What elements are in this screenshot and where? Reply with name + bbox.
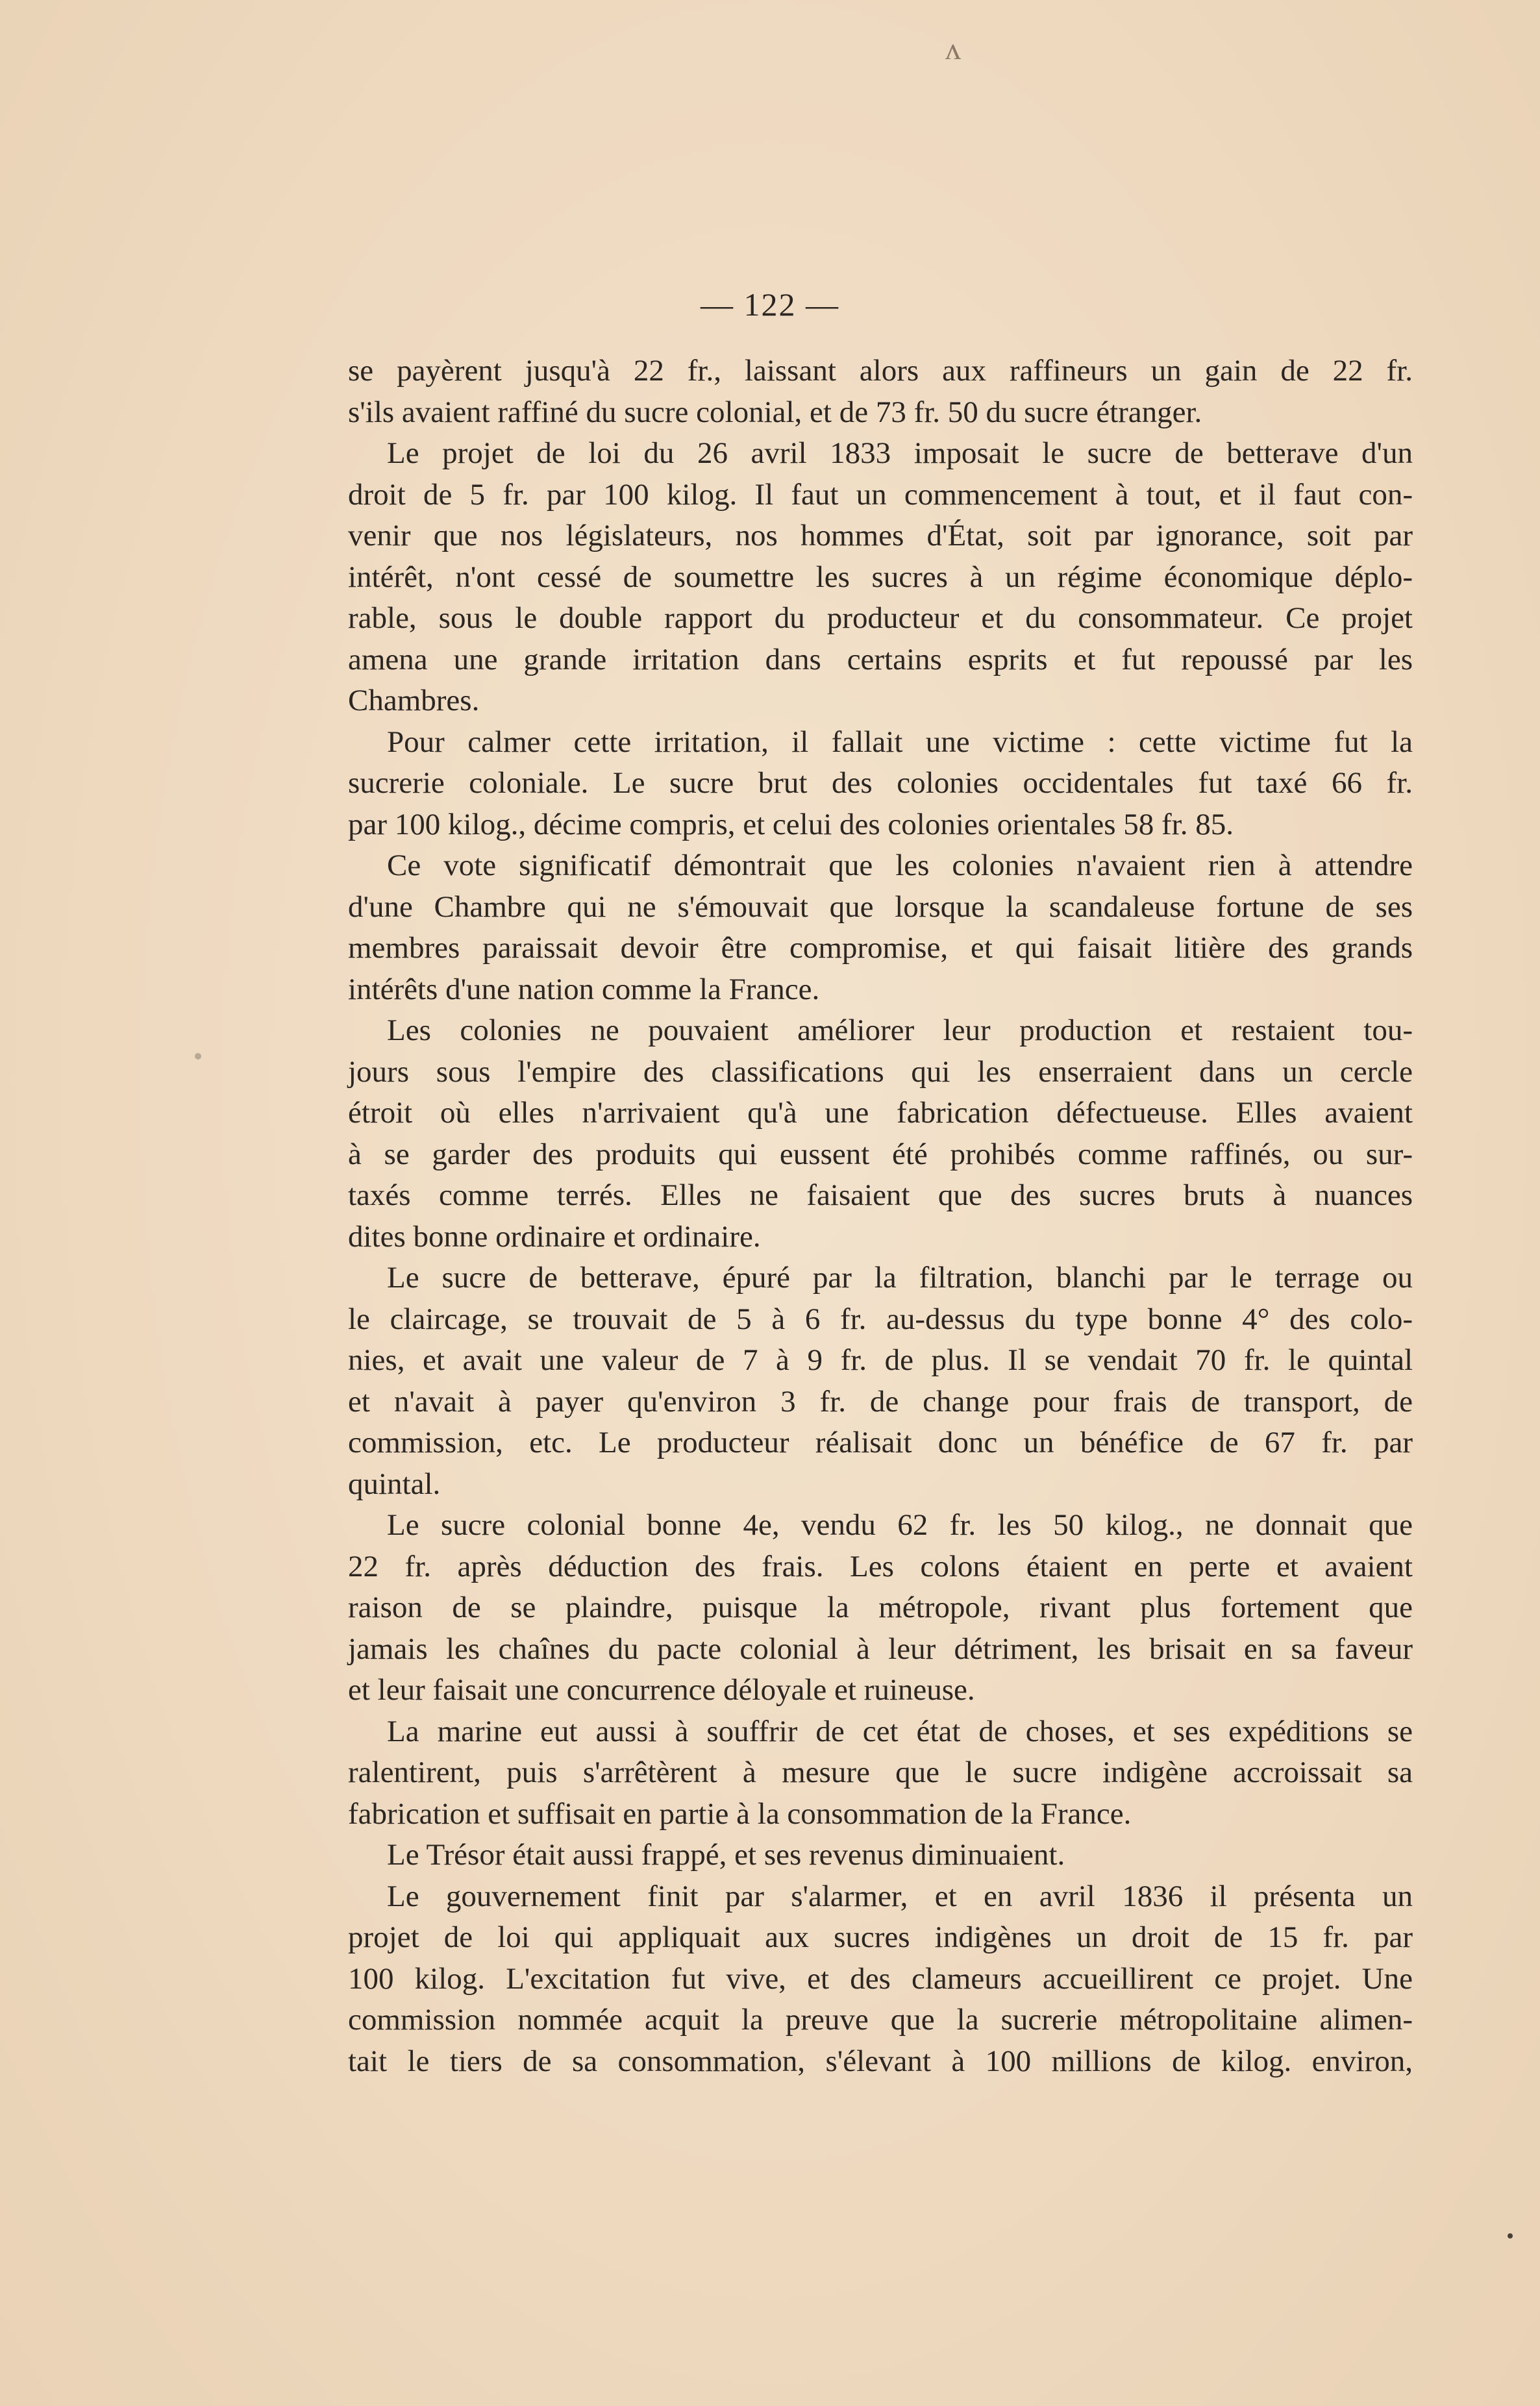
text-line: intérêts d'une nation comme la France. [348, 972, 820, 1006]
ink-mark-top: ʌ [945, 32, 961, 66]
text-line: nies, et avait une valeur de 7 à 9 fr. de plus. Il se vendait 70 fr. le quintal [348, 1343, 1413, 1377]
ink-speck-right [1508, 2233, 1513, 2239]
text-line: s'ils avaient raffiné du sucre colonial, et de 73 fr. 50 du sucre étranger. [348, 395, 1202, 429]
text-line: le claircage, se trouvait de 5 à 6 fr. au-dessus du type bonne 4° des colo- [348, 1302, 1413, 1336]
text-line: 22 fr. après déduction des frais. Les colons étaient en perte et avaient [348, 1549, 1413, 1583]
text-line: tait le tiers de sa consommation, s'élevant à 100 millions de kilog. environ, [348, 2044, 1413, 2078]
text-line: Les colonies ne pouvaient améliorer leur production et restaient tou- [387, 1013, 1413, 1047]
text-line: commission nommée acquit la preuve que la sucrerie métropolitaine alimen- [348, 2003, 1413, 2037]
text-line: jamais les chaînes du pacte colonial à leur détriment, les brisait en sa faveur [348, 1631, 1413, 1666]
ink-speck-left [195, 1053, 201, 1060]
text-line: et n'avait à payer qu'environ 3 fr. de change pour frais de transport, de [348, 1384, 1413, 1419]
text-line: Le Trésor était aussi frappé, et ses revenus diminuaient. [387, 1838, 1065, 1872]
text-line: Le sucre colonial bonne 4e, vendu 62 fr. les 50 kilog., ne donnait que [387, 1508, 1413, 1542]
text-line: taxés comme terrés. Elles ne faisaient que des sucres bruts à nuances [348, 1178, 1413, 1212]
text-line: Le gouvernement finit par s'alarmer, et en avril 1836 il présenta un [387, 1879, 1413, 1913]
text-line: Le projet de loi du 26 avril 1833 imposait le sucre de betterave d'un [387, 436, 1413, 470]
text-line: à se garder des produits qui eussent été prohibés comme raffinés, ou sur- [348, 1137, 1413, 1171]
text-line: droit de 5 fr. par 100 kilog. Il faut un commencement à tout, et il faut con- [348, 477, 1413, 512]
text-line: Ce vote significatif démontrait que les colonies n'avaient rien à attendre [387, 849, 1413, 882]
text-line: membres paraissait devoir être compromise, et qui faisait litière des grands [348, 931, 1413, 965]
text-line: ralentirent, puis s'arrêtèrent à mesure que le sucre indigène accroissait sa [348, 1755, 1413, 1789]
text-line: amena une grande irritation dans certains esprits et fut repoussé par les [348, 642, 1413, 676]
text-line: Le sucre de betterave, épuré par la filtration, blanchi par le terrage ou [387, 1261, 1413, 1295]
text-line: commission, etc. Le producteur réalisait donc un bénéfice de 67 fr. par [348, 1426, 1413, 1459]
text-line: d'une Chambre qui ne s'émouvait que lorsque la scandaleuse fortune de ses [348, 889, 1413, 924]
text-line: sucrerie coloniale. Le sucre brut des colonies occidentales fut taxé 66 fr. [348, 766, 1413, 800]
text-line: intérêt, n'ont cessé de soumettre les sucres à un régime économique déplo- [348, 560, 1413, 594]
text-line: fabrication et suffisait en partie à la consommation de la France. [348, 1796, 1132, 1831]
text-line: dites bonne ordinaire et ordinaire. [348, 1219, 761, 1254]
text-line: La marine eut aussi à souffrir de cet état de choses, et ses expéditions se [387, 1714, 1413, 1748]
text-line: Chambres. [348, 684, 480, 717]
text-line: projet de loi qui appliquait aux sucres indigènes un droit de 15 fr. par [348, 1920, 1413, 1954]
text-line: jours sous l'empire des classifications qui les enserraient dans un cercle [348, 1054, 1413, 1089]
text-line: Pour calmer cette irritation, il fallait une victime : cette victime fut la [387, 725, 1413, 759]
text-line: par 100 kilog., décime compris, et celui des colonies orientales 58 fr. 85. [348, 807, 1234, 841]
text-line: venir que nos législateurs, nos hommes d'État, soit par ignorance, soit par [348, 519, 1413, 552]
text-line: et leur faisait une concurrence déloyale et ruineuse. [348, 1673, 975, 1707]
text-line: raison de se plaindre, puisque la métropole, rivant plus fortement que [348, 1591, 1413, 1624]
text-line: quintal. [348, 1467, 441, 1501]
text-line: étroit où elles n'arrivaient qu'à une fabrication défectueuse. Elles avaient [348, 1096, 1413, 1130]
text-line: se payèrent jusqu'à 22 fr., laissant alors aux raffineurs un gain de 22 fr. [348, 354, 1413, 388]
body-text [348, 351, 1413, 2082]
text-line: rable, sous le double rapport du producteur et du consommateur. Ce projet [348, 601, 1413, 635]
text-line: 100 kilog. L'excitation fut vive, et des clameurs accueillirent ce projet. Une [348, 1961, 1413, 1996]
page-number: — 122 — [701, 286, 839, 323]
